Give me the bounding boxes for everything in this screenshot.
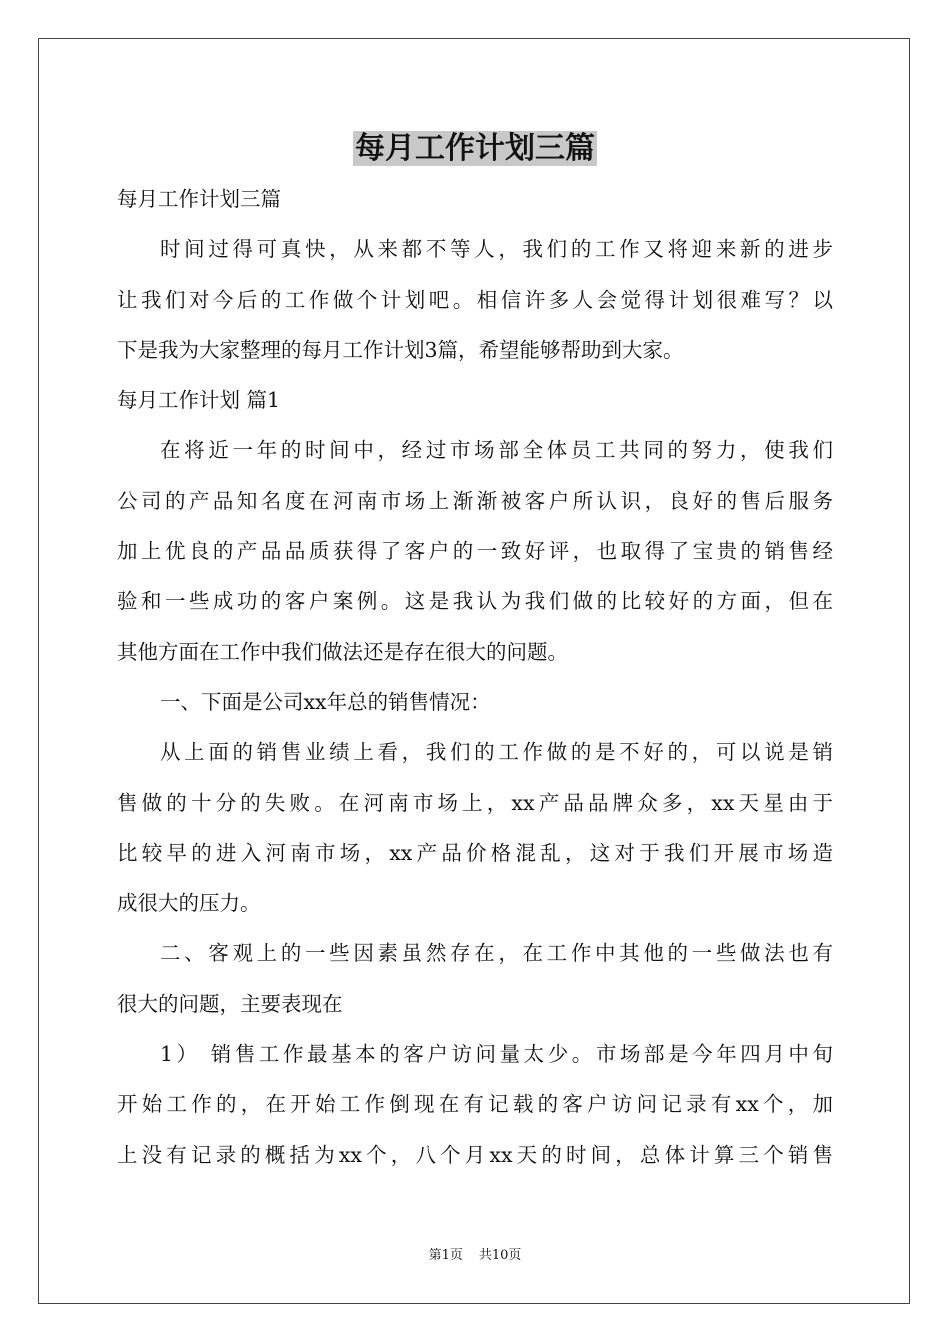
document-title xyxy=(0,126,950,172)
paragraph-line: 让我们对今后的工作做个计划吧。相信许多人会觉得计划很难写？以 xyxy=(117,287,833,312)
list-heading: 一、下面是公司xx年总的销售情况： xyxy=(160,689,491,714)
paragraph-line: 二、客观上的一些因素虽然存在，在工作中其他的一些做法也有 xyxy=(160,941,833,966)
paragraph-line: 成很大的压力。 xyxy=(117,891,261,916)
paragraph-line: 从上面的销售业绩上看，我们的工作做的是不好的，可以说是销 xyxy=(160,740,833,765)
paragraph-line: 售做的十分的失败。在河南市场上，xx产品品牌众多，xx天星由于 xyxy=(117,790,833,815)
document-body xyxy=(117,174,833,1180)
paragraph-line: 公司的产品知名度在河南市场上渐渐被客户所认识，良好的售后服务 xyxy=(117,488,833,513)
section-heading: 每月工作计划 篇1 xyxy=(117,388,281,413)
document-title-text: 每月工作计划三篇 xyxy=(355,131,595,166)
paragraph-line: 开始工作的，在开始工作倒现在有记载的客户访问记录有xx个，加 xyxy=(117,1092,833,1117)
page-number: 第1页 xyxy=(428,1248,463,1263)
paragraph-line: 上没有记录的概括为xx个，八个月xx天的时间，总体计算三个销售 xyxy=(117,1142,833,1167)
paragraph-line: 下是我为大家整理的每月工作计划3篇，希望能够帮助到大家。 xyxy=(117,337,684,362)
paragraph-line: 加上优良的产品品质获得了客户的一致好评，也取得了宝贵的销售经 xyxy=(117,539,833,564)
paragraph-line: 很大的问题，主要表现在 xyxy=(117,991,343,1016)
list-item-line: 1） 销售工作最基本的客户访问量太少。市场部是今年四月中旬 xyxy=(160,1042,833,1067)
page-footer xyxy=(0,1246,950,1266)
paragraph-line: 比较早的进入河南市场，xx产品价格混乱，这对于我们开展市场造 xyxy=(117,840,833,865)
paragraph-line: 其他方面在工作中我们做法还是存在很大的问题。 xyxy=(117,639,568,664)
paragraph-line: 时间过得可真快，从来都不等人，我们的工作又将迎来新的进步 xyxy=(160,237,833,262)
page-total: 共10页 xyxy=(478,1248,522,1263)
paragraph-line: 在将近一年的时间中，经过市场部全体员工共同的努力，使我们 xyxy=(160,438,833,463)
subtitle-line: 每月工作计划三篇 xyxy=(117,187,281,211)
paragraph-line: 验和一些成功的客户案例。这是我认为我们做的比较好的方面，但在 xyxy=(117,589,833,614)
